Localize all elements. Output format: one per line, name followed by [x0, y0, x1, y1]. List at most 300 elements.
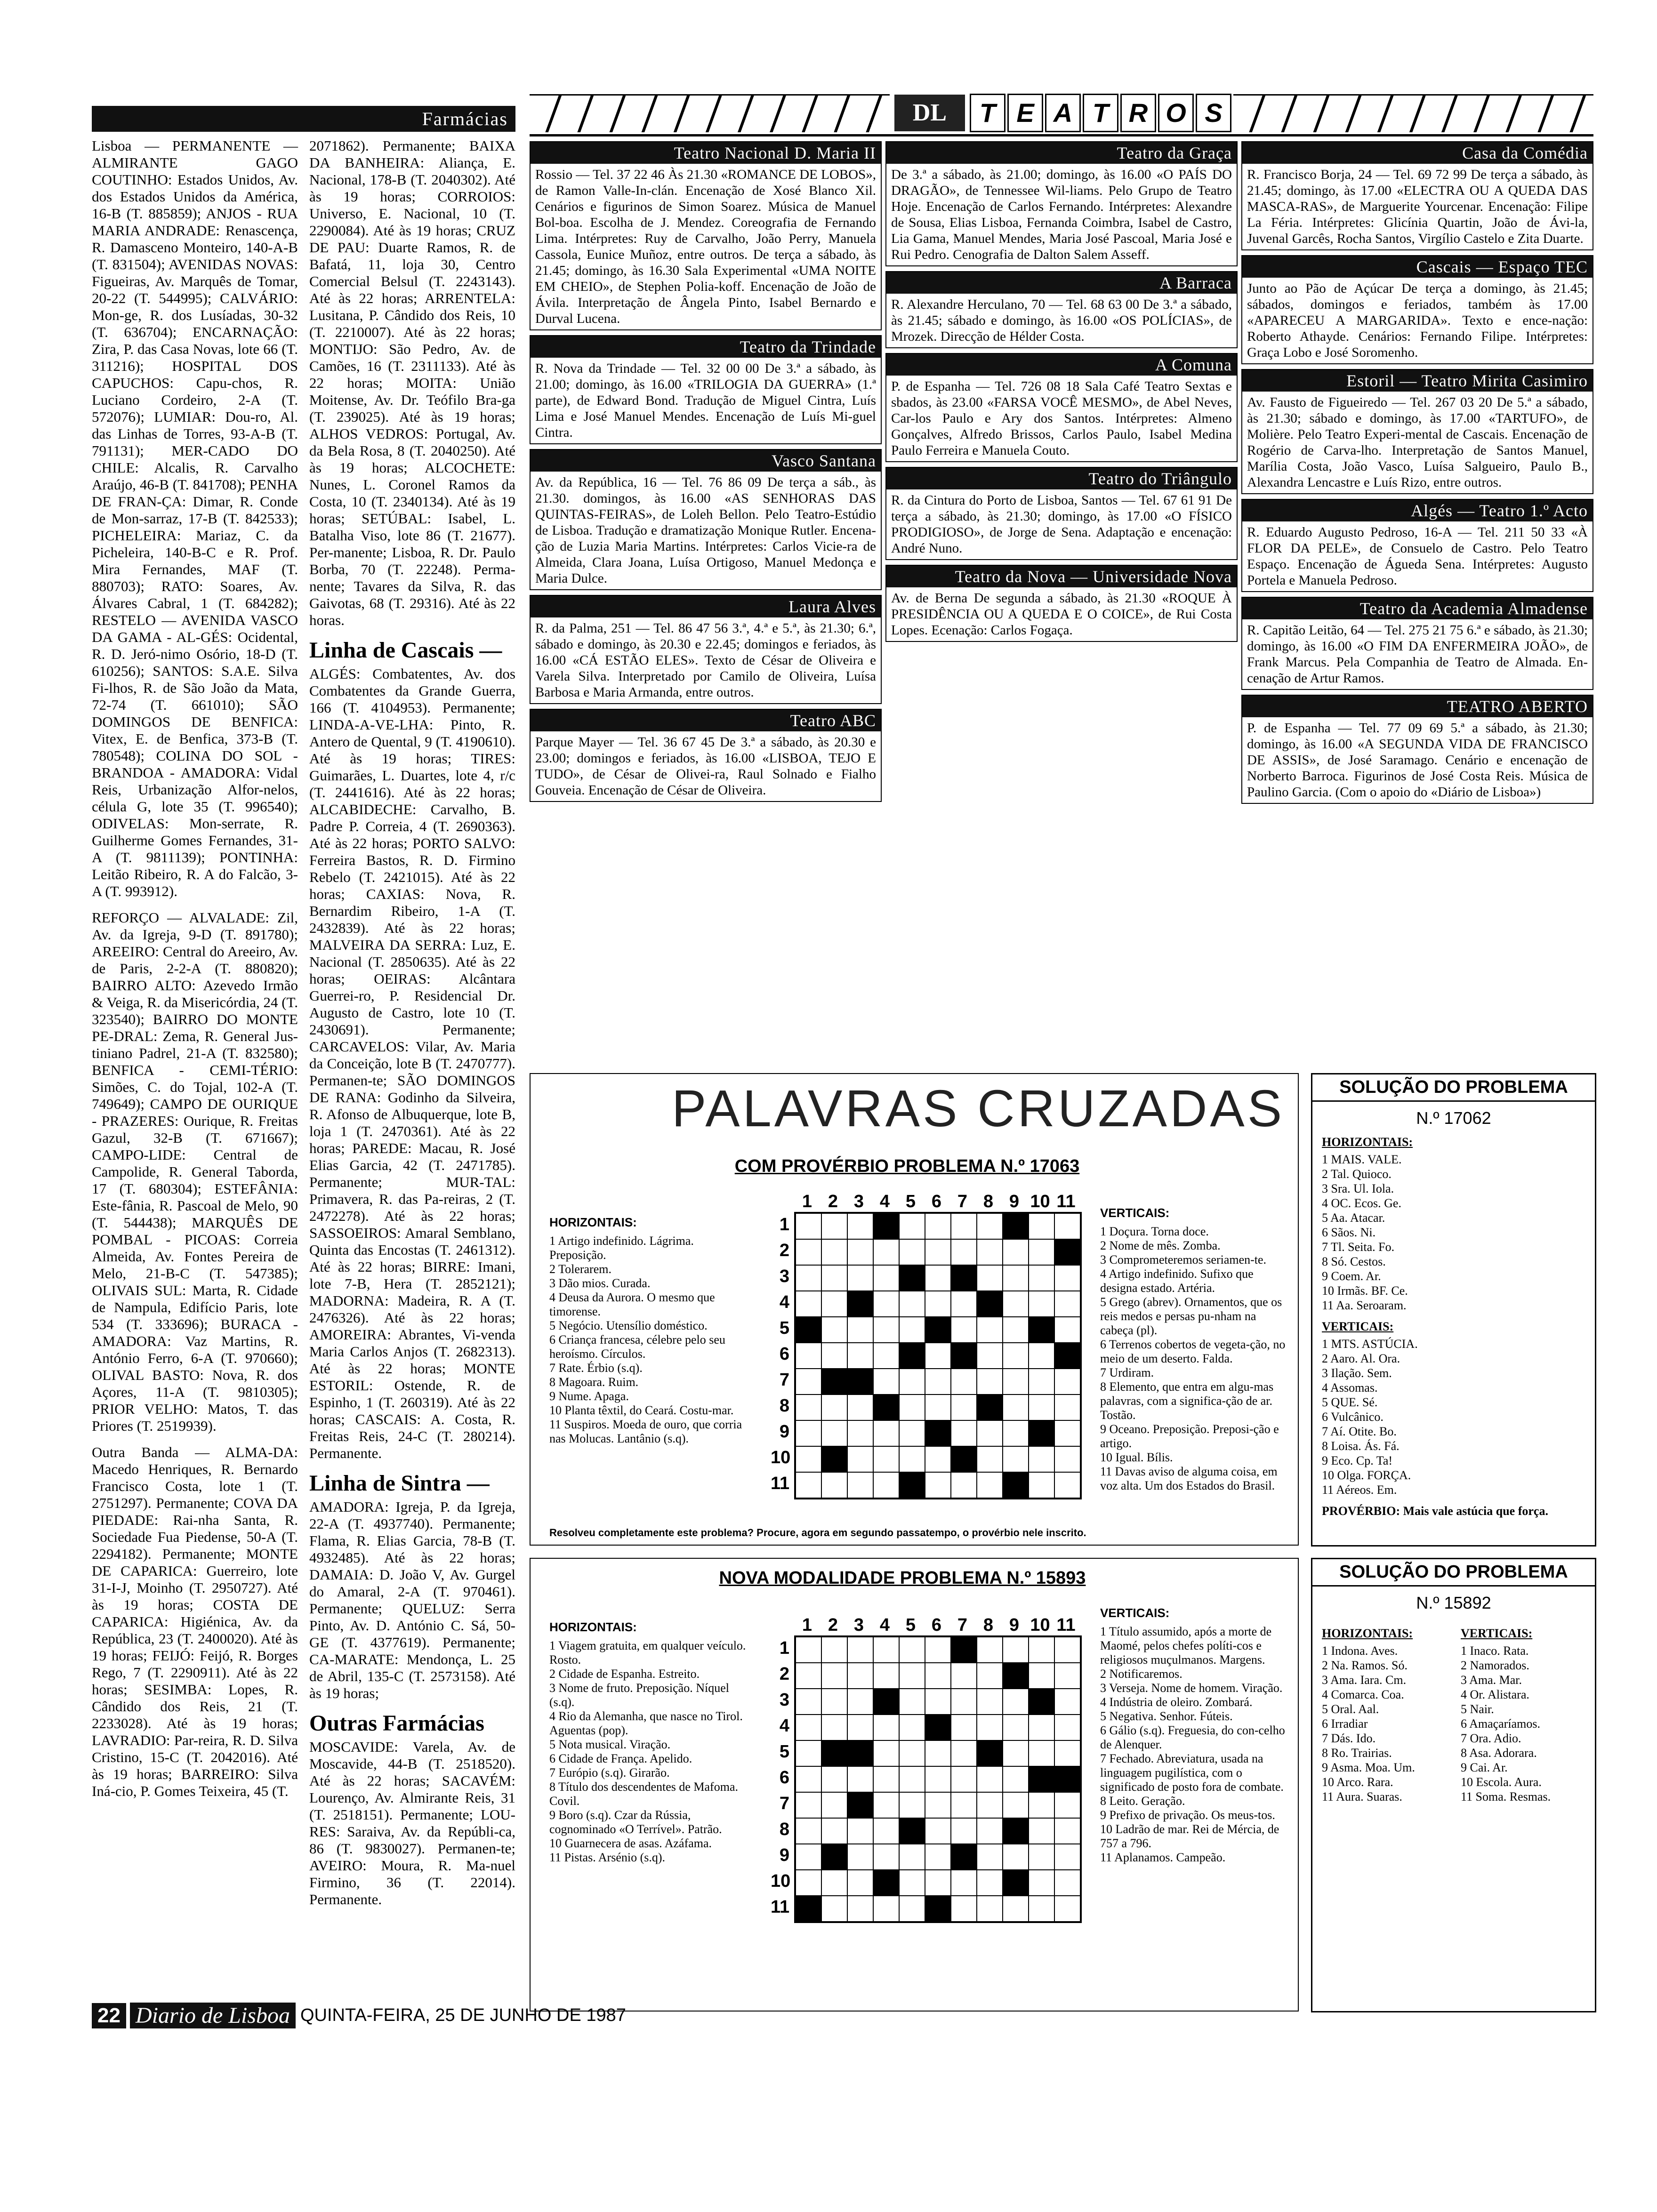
row-number: 1 [779, 1638, 789, 1658]
crossword-cell[interactable] [899, 1420, 925, 1446]
crossword-cell[interactable] [847, 1420, 873, 1446]
row-number: 5 [779, 1318, 789, 1338]
crossword-cell[interactable] [1003, 1844, 1029, 1870]
crossword-cell[interactable] [951, 1472, 977, 1498]
crossword-cell[interactable] [977, 1265, 1003, 1291]
crossword-cell[interactable] [1003, 1792, 1029, 1818]
crossword-cell[interactable] [1029, 1343, 1054, 1369]
crossword-cell[interactable] [1054, 1213, 1080, 1239]
crossword-cell[interactable] [899, 1870, 925, 1896]
crossword-cell[interactable] [1029, 1792, 1054, 1818]
crossword-cell[interactable] [977, 1369, 1003, 1395]
theatre-title: Teatro da Academia Almadense [1242, 598, 1593, 619]
crossword-cell[interactable] [899, 1663, 925, 1689]
black-cell [1003, 1213, 1029, 1239]
crossword-cell[interactable] [821, 1663, 847, 1689]
crossword-cell[interactable] [899, 1715, 925, 1740]
crossword-cell[interactable] [951, 1792, 977, 1818]
column-number: 11 [1056, 1192, 1076, 1211]
crossword-cell[interactable] [1054, 1792, 1080, 1818]
crossword-cell[interactable] [899, 1446, 925, 1472]
black-cell [796, 1896, 821, 1922]
crossword-cell[interactable] [796, 1870, 821, 1896]
theatre-listing [1241, 141, 1593, 250]
theatre-title: Teatro da Nova — Universidade Nova [886, 566, 1237, 587]
crossword-cell[interactable] [796, 1740, 821, 1766]
crossword-cell[interactable] [821, 1818, 847, 1844]
crossword-cell[interactable] [796, 1637, 821, 1663]
crossword-cell[interactable] [847, 1844, 873, 1870]
crossword-cell[interactable] [1029, 1265, 1054, 1291]
crossword-cell[interactable] [951, 1663, 977, 1689]
crossword-cell[interactable] [847, 1766, 873, 1792]
crossword-cell[interactable] [1029, 1740, 1054, 1766]
crossword-cell[interactable] [873, 1369, 899, 1395]
crossword-cell[interactable] [821, 1472, 847, 1498]
crossword-cell[interactable] [1003, 1395, 1029, 1420]
crossword-cell[interactable] [899, 1213, 925, 1239]
crossword-cell[interactable] [977, 1663, 1003, 1689]
crossword-cell[interactable] [977, 1818, 1003, 1844]
crossword-cell[interactable] [951, 1213, 977, 1239]
letter: T [970, 94, 1005, 132]
crossword-cell[interactable] [925, 1637, 951, 1663]
row-number: 11 [771, 1897, 790, 1917]
letter: R [1120, 94, 1156, 132]
crossword-cell[interactable] [1003, 1239, 1029, 1265]
crossword-cell[interactable] [1029, 1446, 1054, 1472]
crossword-cell[interactable] [796, 1472, 821, 1498]
clue-item: 2 Cidade de Espanha. Estreito. [549, 1667, 700, 1681]
crossword-cell[interactable] [951, 1715, 977, 1740]
theatre-title: Laura Alves [531, 596, 881, 617]
crossword-cell[interactable] [1054, 1896, 1080, 1922]
crossword-cell[interactable] [899, 1395, 925, 1420]
crossword-cell[interactable] [847, 1395, 873, 1420]
crossword-cell[interactable] [873, 1317, 899, 1343]
crossword-cell[interactable] [1003, 1896, 1029, 1922]
row-number: 9 [779, 1422, 789, 1442]
crossword-cell[interactable] [796, 1265, 821, 1291]
crossword-cell[interactable] [821, 1395, 847, 1420]
solution-item: 10 Irmãs. BF. Ce. [1322, 1284, 1408, 1298]
farmacias-reforco: REFORÇO — ALVALADE: Zil, Av. da Igreja, 9-D (T. 891780); AREEIRO: Central do Areeiro, Av. de Paris, 2-2-A (T. 880820); BAIRRO ALTO: Azevedo Irmão & Veiga, R. da Misericórdia, 24 (T. 323540); BAIRRO DO MONTE PE-DRAL: Zema, R. General Jus-tiniano Padrel, 21-A (T. 832580); BENFICA - CEMI-TÉRIO: Simões, C. do Tojal, 102-A (T. 749649); CAMPO DE OURIQUE - PRAZERES: Ourique, R. Freitas Gazul, 32-B (T. 671667); CAMPO-LIDE: Central de Campolide, R. General Taborda, 17 (T. 680304); ESTEFÂNIA: Este-fânia, R. Pascoal de Melo, 90 (T. 544438); MARQUÊS DE POMBAL - PICOAS: Correia Almeida, Av. Fontes Pereira de Melo, 21-B-C (T. 547385); OLIVAIS SUL: Marta, R. Cidade de Nampula, Edifício Paris, lote 534 (T. 333696); BURACA - AMADORA: Vaz Martins, R. António Ferro, 6-A (T. 970660); OLIVAL BASTO: Nova, R. dos Açores, 11-A (T. 9810305); PRIOR VELHO: Matos, T. das Priores (T. 2519939). [92, 909, 298, 1434]
crossword-cell[interactable] [925, 1369, 951, 1395]
crossword-cell[interactable] [847, 1213, 873, 1239]
clue-item: 4 Rio da Alemanha, que nasce no Tirol. Aguentas (pop). [549, 1709, 743, 1737]
solution-item: 2 Namorados. [1461, 1659, 1529, 1672]
crossword-cell[interactable] [977, 1689, 1003, 1715]
crossword-cell[interactable] [899, 1291, 925, 1317]
crossword-cell[interactable] [1029, 1395, 1054, 1420]
crossword-cell[interactable] [951, 1818, 977, 1844]
crossword-cell[interactable] [977, 1637, 1003, 1663]
crossword-cell[interactable] [873, 1239, 899, 1265]
crossword-cell[interactable] [873, 1740, 899, 1766]
black-cell [1029, 1420, 1054, 1446]
crossword-cell[interactable] [873, 1896, 899, 1922]
crossword-cell[interactable] [873, 1291, 899, 1317]
crossword-cell[interactable] [1003, 1766, 1029, 1792]
column-number: 2 [828, 1615, 838, 1635]
crossword-cell[interactable] [1054, 1420, 1080, 1446]
black-cell [899, 1265, 925, 1291]
theatre-title: Cascais — Espaço TEC [1242, 256, 1593, 278]
farmacias-lisboa: Lisboa — PERMANENTE — ALMIRANTE GAGO COUTINHO: Estados Unidos, Av. dos Estados Unidos da América, 16-B (T. 885859); ANJOS - RUA MARIA ANDRADE: Renascença, R. Damasceno Monteiro, 140-A-B (T. 831504); AVENIDAS NOVAS: Figueiras, Av. Marquês de Tomar, 20-22 (T. 544995); CALVÁRIO: Mon-ge, R. dos Lusíadas, 30-32 (T. 636704); ENCARNAÇÃO: Zira, P. das Casa Novas, lote 66 (T. 311216); HOSPITAL DOS CAPUCHOS: Capu-chos, R. Luciano Cordeiro, 2-A (T. 572076); LUMIAR: Dou-ro, Al. das Linhas de Torres, 93-A-B (T. 791131); MER-CADO DO CHILE: Alcalis, R. Carvalho Araújo, 46-B (T. 841708); PENHA DE FRAN-ÇA: Dimar, R. Conde de Mon-sarraz, 17-B (T. 842533); PICHELEIRA: Mariaz, C. da Picheleira, 140-B-C e R. Prof. Mira Fernandes, MAF (T. 880703); RATO: Soares, Av. Álvares Cabral, 1 (T. 684282); RESTELO — AVENIDA VASCO DA GAMA - AL-GÉS: Ocidental, R. D. Jeró-nimo Osório, 18-D (T. 610256); SANTOS: S.A.E. Silva Fi-lhos, R. de São João da Mata, 72-74 (T. 661010); SÃO DOMINGOS DE BENFICA: Vitex, E. de Benfica, 373-B (T. 780548); COLINA DO SOL - BRANDOA - AMADORA: Vidal Reis, Urbanização Alfor-nelos, célula G, lote 35 (T. 996540); ODIVELAS: Mon-serrate, R. Guilherme Gomes Fernandes, 31-A (T. 9811139); PONTINHA: Leitão Ribeiro, R. A do Falcão, 3-A (T. 993912). [92, 137, 298, 899]
crosswords-section [530, 1073, 1593, 2019]
solution-item: 3 Ilação. Sem. [1322, 1366, 1392, 1380]
crossword-cell[interactable] [1029, 1213, 1054, 1239]
black-cell [847, 1792, 873, 1818]
column-number: 3 [853, 1615, 864, 1635]
crossword-cell[interactable] [1003, 1420, 1029, 1446]
black-cell [1029, 1317, 1054, 1343]
crossword-cell[interactable] [977, 1870, 1003, 1896]
crossword-cell[interactable] [925, 1870, 951, 1896]
crossword-cell[interactable] [847, 1239, 873, 1265]
theatre-title: Teatro Nacional D. Maria II [531, 142, 881, 164]
crossword-cell[interactable] [1029, 1818, 1054, 1844]
letter: O [1158, 94, 1194, 132]
crossword-cell[interactable] [899, 1239, 925, 1265]
crossword-1-vertical-clues [1100, 1206, 1288, 1493]
crossword-cell[interactable] [821, 1265, 847, 1291]
crossword-cell[interactable] [925, 1663, 951, 1689]
crossword-cell[interactable] [925, 1291, 951, 1317]
crossword-cell[interactable] [796, 1663, 821, 1689]
black-cell [1003, 1818, 1029, 1844]
crossword-cell[interactable] [1054, 1715, 1080, 1740]
crossword-cell[interactable] [1054, 1291, 1080, 1317]
black-cell [821, 1740, 847, 1766]
crossword-cell[interactable] [796, 1766, 821, 1792]
crossword-1-title: COM PROVÉRBIO PROBLEMA N.º 17063 [734, 1156, 1080, 1176]
crossword-cell[interactable] [873, 1766, 899, 1792]
theatre-col-2 [885, 141, 1238, 809]
crossword-cell[interactable] [873, 1637, 899, 1663]
solution-item: 8 Ro. Trairias. [1322, 1746, 1392, 1760]
crossword-cell[interactable] [847, 1343, 873, 1369]
crossword-cell[interactable] [899, 1740, 925, 1766]
black-cell [977, 1395, 1003, 1420]
solution-item: 11 Aa. Seroaram. [1322, 1298, 1407, 1312]
clue-item: 4 Artigo indefinido. Sufixo que designa estado. Artéria. [1100, 1267, 1254, 1295]
clue-item: 4 Deusa da Aurora. O mesmo que timorense. [549, 1290, 715, 1318]
crossword-cell[interactable] [925, 1792, 951, 1818]
crossword-cell[interactable] [899, 1792, 925, 1818]
column-number: 7 [957, 1192, 968, 1211]
crossword-cell[interactable] [1054, 1265, 1080, 1291]
crossword-cell[interactable] [1054, 1818, 1080, 1844]
theatre-listing [1241, 597, 1593, 690]
crossword-cell[interactable] [925, 1239, 951, 1265]
crossword-cell[interactable] [1029, 1472, 1054, 1498]
crossword-cell[interactable] [977, 1446, 1003, 1472]
crossword-cell[interactable] [873, 1343, 899, 1369]
crossword-cell[interactable] [847, 1265, 873, 1291]
crossword-cell[interactable] [821, 1239, 847, 1265]
crossword-cell[interactable] [925, 1740, 951, 1766]
crossword-cell[interactable] [1054, 1740, 1080, 1766]
solution-item: 4 OC. Ecos. Ge. [1322, 1196, 1401, 1210]
crossword-cell[interactable] [873, 1446, 899, 1472]
crossword-cell[interactable] [925, 1818, 951, 1844]
crossword-cell[interactable] [796, 1213, 821, 1239]
crossword-1-horizontal-clues [549, 1215, 752, 1446]
solution-item: 9 Cai. Ar. [1461, 1761, 1508, 1774]
crossword-cell[interactable] [796, 1446, 821, 1472]
sintra-text: AMADORA: Igreja, P. da Igreja, 22-A (T. 4937740). Permanente; Flama, R. Elias Garcia, 78-B (T. 4932485). Até às 22 horas; DAMAIA: D. João V, Av. Gurgel do Amaral, 2-A (T. 970461). Permanente; QUELUZ: Serra Pinto, Av. D. António C. Sá, 50-GE (T. 4377619). Permanente; CA-MARATE: Mendonça, L. 25 de Abril, 135-C (T. 2573158). Até às 19 horas; [309, 1499, 515, 1701]
crossword-cell[interactable] [1054, 1317, 1080, 1343]
black-cell [1003, 1472, 1029, 1498]
crossword-cell[interactable] [925, 1265, 951, 1291]
crossword-cell[interactable] [796, 1689, 821, 1715]
crossword-cell[interactable] [847, 1715, 873, 1740]
crossword-cell[interactable] [899, 1689, 925, 1715]
clue-item: 7 Európio (s.q). Girarão. [549, 1766, 670, 1779]
solution-item: 10 Arco. Rara. [1322, 1775, 1393, 1789]
black-cell [899, 1343, 925, 1369]
theatre-listing [885, 353, 1238, 462]
crossword-cell[interactable] [847, 1818, 873, 1844]
black-cell [1054, 1239, 1080, 1265]
crossword-cell[interactable] [847, 1472, 873, 1498]
crossword-cell[interactable] [1003, 1291, 1029, 1317]
crossword-cell[interactable] [821, 1766, 847, 1792]
crossword-cell[interactable] [977, 1213, 1003, 1239]
solution-item: 10 Escola. Aura. [1461, 1775, 1542, 1789]
crossword-cell[interactable] [951, 1291, 977, 1317]
solution-item: 11 Aéreos. Em. [1322, 1483, 1397, 1497]
crossword-cell[interactable] [796, 1844, 821, 1870]
crossword-cell[interactable] [899, 1896, 925, 1922]
crossword-cell[interactable] [951, 1239, 977, 1265]
black-cell [821, 1844, 847, 1870]
crossword-cell[interactable] [899, 1369, 925, 1395]
crossword-cell[interactable] [796, 1239, 821, 1265]
black-cell [873, 1395, 899, 1420]
crossword-cell[interactable] [873, 1663, 899, 1689]
column-number: 8 [983, 1192, 994, 1211]
solution-item: 3 Sra. Ul. Iola. [1322, 1182, 1394, 1195]
solution-item: 1 Inaco. Rata. [1461, 1644, 1529, 1658]
solution-item: 8 Asa. Adorara. [1461, 1746, 1537, 1760]
crossword-cell[interactable] [796, 1818, 821, 1844]
crossword-cell[interactable] [796, 1369, 821, 1395]
crossword-cell[interactable] [1054, 1637, 1080, 1663]
black-cell [951, 1343, 977, 1369]
column-number: 10 [1030, 1615, 1050, 1635]
crossword-cell[interactable] [821, 1792, 847, 1818]
theatre-col-3 [1241, 141, 1593, 809]
crossword-cell[interactable] [1029, 1291, 1054, 1317]
clue-item: 11 Davas aviso de alguma coisa, em voz alta. Um dos Estados do Brasil. [1100, 1465, 1278, 1492]
row-number: 6 [779, 1344, 789, 1364]
crossword-cell[interactable] [977, 1343, 1003, 1369]
crossword-1-footnote: Resolveu completamente este problema? Procure, agora em segundo passatempo, o provérbio nele inscrito. [549, 1527, 1086, 1539]
row-number: 4 [779, 1716, 789, 1736]
crossword-cell[interactable] [1054, 1689, 1080, 1715]
crossword-cell[interactable] [951, 1766, 977, 1792]
crossword-cell[interactable] [925, 1766, 951, 1792]
crossword-cell[interactable] [796, 1395, 821, 1420]
letter: A [1045, 94, 1081, 132]
crossword-cell[interactable] [847, 1317, 873, 1343]
clue-item: 9 Oceano. Preposição. Preposi-ção e artigo. [1100, 1422, 1279, 1450]
crossword-cell[interactable] [873, 1792, 899, 1818]
crossword-cell[interactable] [1029, 1663, 1054, 1689]
crossword-cell[interactable] [847, 1689, 873, 1715]
clue-item: 6 Terrenos cobertos de vegeta-ção, no meio de um deserto. Falda. [1100, 1338, 1286, 1365]
crossword-cell[interactable] [1054, 1369, 1080, 1395]
farmacias-continued: 2071862). Permanente; BAIXA DA BANHEIRA: Aliança, E. Nacional, 178-B (T. 2040302). Até às 19 horas; CORROIOS: Universo, E. Nacional, 10 (T. 2290084). Até às 19 horas; CRUZ DE PAU: Duarte Ramos, R. de Bafatá, 11, loja 30, Centro Comercial Belsul (T. 2243143). Até às 22 horas; ARRENTELA: Lusitana, P. Cândido dos Reis, 10 (T. 2210007). Até às 22 horas; MONTIJO: São Pedro, Av. de Camões, 16 (T. 2311133). Até às 22 horas; MOITA: União Moitense, Av. Dr. Teófilo Bra-ga (T. 239025). Até às 19 horas; ALHOS VEDROS: Portugal, Av. da Bela Rosa, 8 (T. 2040250). Até às 19 horas; ALCOCHETE: Nunes, L. Coronel Ramos da Costa, 10 (T. 2340134). Até às 19 horas; SETÚBAL: Isabel, L. Batalha Viso, lote 86 (T. 21677). Per-manente; Lisboa, R. Dr. Paulo Borba, 70 (T. 22248). Perma-nente; Tavares da Silva, R. das Gaivotas, 68 (T. 29316). Até às 22 horas. [309, 137, 515, 628]
crossword-cell[interactable] [796, 1715, 821, 1740]
crossword-cell[interactable] [951, 1870, 977, 1896]
clue-item: 8 Título dos descendentes de Mafoma. Covil. [549, 1780, 738, 1808]
crossword-cell[interactable] [1003, 1343, 1029, 1369]
crossword-cell[interactable] [1029, 1896, 1054, 1922]
crossword-cell[interactable] [951, 1369, 977, 1395]
crossword-cell[interactable] [873, 1818, 899, 1844]
crossword-cell[interactable] [925, 1446, 951, 1472]
crossword-cell[interactable] [796, 1343, 821, 1369]
crossword-cell[interactable] [925, 1395, 951, 1420]
crossword-cell[interactable] [925, 1844, 951, 1870]
crossword-cell[interactable] [796, 1792, 821, 1818]
crossword-cell[interactable] [977, 1239, 1003, 1265]
theatre-listing [885, 467, 1238, 560]
crossword-cell[interactable] [847, 1446, 873, 1472]
crossword-cell[interactable] [951, 1896, 977, 1922]
solution-item: 8 Loisa. Ás. Fá. [1322, 1439, 1400, 1453]
crossword-cell[interactable] [1054, 1446, 1080, 1472]
solution-item: 8 Só. Cestos. [1322, 1255, 1386, 1268]
crossword-cell[interactable] [925, 1343, 951, 1369]
crossword-cell[interactable] [1003, 1637, 1029, 1663]
crossword-cell[interactable] [1003, 1317, 1029, 1343]
crossword-cell[interactable] [873, 1715, 899, 1740]
crossword-cell[interactable] [951, 1740, 977, 1766]
crossword-cell[interactable] [1029, 1715, 1054, 1740]
solution-item: 6 Amaçaríamos. [1461, 1717, 1540, 1731]
column-number: 5 [905, 1615, 916, 1635]
crossword-cell[interactable] [821, 1715, 847, 1740]
black-cell [899, 1818, 925, 1844]
crossword-cell[interactable] [977, 1792, 1003, 1818]
black-cell [977, 1740, 1003, 1766]
clue-item: 4 Indústria de oleiro. Zombará. [1100, 1695, 1253, 1709]
clue-item: 11 Pistas. Arsénio (s.q). [549, 1851, 666, 1864]
solution-item: 4 Or. Alistara. [1461, 1688, 1529, 1701]
cascais-title: Linha de Cascais — [309, 638, 502, 663]
crossword-cell[interactable] [1029, 1870, 1054, 1896]
crossword-cell[interactable] [873, 1420, 899, 1446]
crossword-cell[interactable] [1054, 1395, 1080, 1420]
crossword-cell[interactable] [1029, 1239, 1054, 1265]
crossword-cell[interactable] [1054, 1844, 1080, 1870]
crossword-cell[interactable] [951, 1395, 977, 1420]
crossword-cell[interactable] [977, 1896, 1003, 1922]
crossword-cell[interactable] [821, 1291, 847, 1317]
crossword-cell[interactable] [951, 1420, 977, 1446]
crossword-cell[interactable] [847, 1637, 873, 1663]
crossword-cell[interactable] [1003, 1446, 1029, 1472]
crossword-cell[interactable] [847, 1870, 873, 1896]
black-cell [1029, 1689, 1054, 1715]
crossword-cell[interactable] [977, 1844, 1003, 1870]
crossword-cell[interactable] [796, 1420, 821, 1446]
theatre-body: R. Alexandre Herculano, 70 — Tel. 68 63 00 De 3.ª a sábado, às 21.45; sábado e domingo, às 16.00 «OS POLÍCIAS», de Mrozek. Direcção de Hélder Costa. [891, 297, 1232, 344]
crossword-cell[interactable] [1003, 1265, 1029, 1291]
crossword-cell[interactable] [899, 1637, 925, 1663]
black-cell [951, 1446, 977, 1472]
crossword-cell[interactable] [977, 1472, 1003, 1498]
crossword-cell[interactable] [821, 1896, 847, 1922]
crossword-cell[interactable] [899, 1766, 925, 1792]
clue-item: 10 Planta têxtil, do Ceará. Costu-mar. [549, 1403, 734, 1417]
crossword-cell[interactable] [977, 1715, 1003, 1740]
crossword-cell[interactable] [1003, 1740, 1029, 1766]
crossword-cell[interactable] [1003, 1689, 1029, 1715]
crossword-cell[interactable] [847, 1663, 873, 1689]
crossword-cell[interactable] [1054, 1870, 1080, 1896]
crossword-cell[interactable] [873, 1265, 899, 1291]
crossword-cell[interactable] [1003, 1715, 1029, 1740]
crossword-cell[interactable] [899, 1844, 925, 1870]
crossword-cell[interactable] [951, 1689, 977, 1715]
theatre-body: Parque Mayer — Tel. 36 67 45 De 3.ª a sábado, às 20.30 e 23.00; domingos e feriados, às 16.00 «LISBOA, TEJO E TUDO», de César de Olivei-ra, Raul Solnado e Fialho Gouveia. Encenação de César de Oliveira. [535, 735, 876, 798]
crossword-cell[interactable] [1003, 1369, 1029, 1395]
crossword-cell[interactable] [925, 1689, 951, 1715]
crossword-cell[interactable] [1054, 1663, 1080, 1689]
sintra-title: Linha de Sintra — [309, 1471, 490, 1496]
crossword-cell[interactable] [796, 1291, 821, 1317]
crossword-cell[interactable] [1029, 1637, 1054, 1663]
theatre-listing [530, 335, 882, 444]
crossword-cell[interactable] [977, 1317, 1003, 1343]
clue-item: 8 Magoara. Ruim. [549, 1375, 639, 1389]
crossword-cell[interactable] [873, 1472, 899, 1498]
clue-item: 6 Gálio (s.q). Freguesia, do con-celho de Alenquer. [1100, 1723, 1285, 1751]
crossword-cell[interactable] [977, 1420, 1003, 1446]
black-cell [796, 1317, 821, 1343]
crossword-cell[interactable] [821, 1870, 847, 1896]
page-footer [92, 2003, 626, 2028]
crossword-cell[interactable] [951, 1317, 977, 1343]
crossword-cell[interactable] [821, 1689, 847, 1715]
crossword-cell[interactable] [847, 1896, 873, 1922]
crossword-cell[interactable] [925, 1472, 951, 1498]
crossword-cell[interactable] [1029, 1844, 1054, 1870]
crossword-cell[interactable] [873, 1844, 899, 1870]
crossword-cell[interactable] [1029, 1369, 1054, 1395]
teatros-header [530, 92, 1593, 136]
crossword-cell[interactable] [821, 1213, 847, 1239]
crossword-cell[interactable] [925, 1213, 951, 1239]
solution-2 [1311, 1558, 1596, 2012]
crossword-cell[interactable] [821, 1343, 847, 1369]
crossword-cell[interactable] [821, 1637, 847, 1663]
theatre-listing [530, 595, 882, 704]
clue-item: 3 Comprometeremos seriamen-te. [1100, 1253, 1267, 1266]
theatre-body: P. de Espanha — Tel. 77 09 69 5.ª a sábado, às 21.30; domingo, às 16.00 «A SEGUNDA VIDA DE FRANCISCO DE ASSIS», de José Saramago. Cenário e encenação de Norberto Barroca. Figurinos de José Costa Reis. Música de Paulino Garcia. (Com o apoio do «Diário de Lisboa») [1247, 721, 1588, 800]
black-cell [847, 1740, 873, 1766]
crossword-cell[interactable] [899, 1317, 925, 1343]
crossword-cell[interactable] [821, 1317, 847, 1343]
crossword-cell[interactable] [1054, 1472, 1080, 1498]
crossword-cell[interactable] [821, 1420, 847, 1446]
crossword-cell[interactable] [977, 1766, 1003, 1792]
